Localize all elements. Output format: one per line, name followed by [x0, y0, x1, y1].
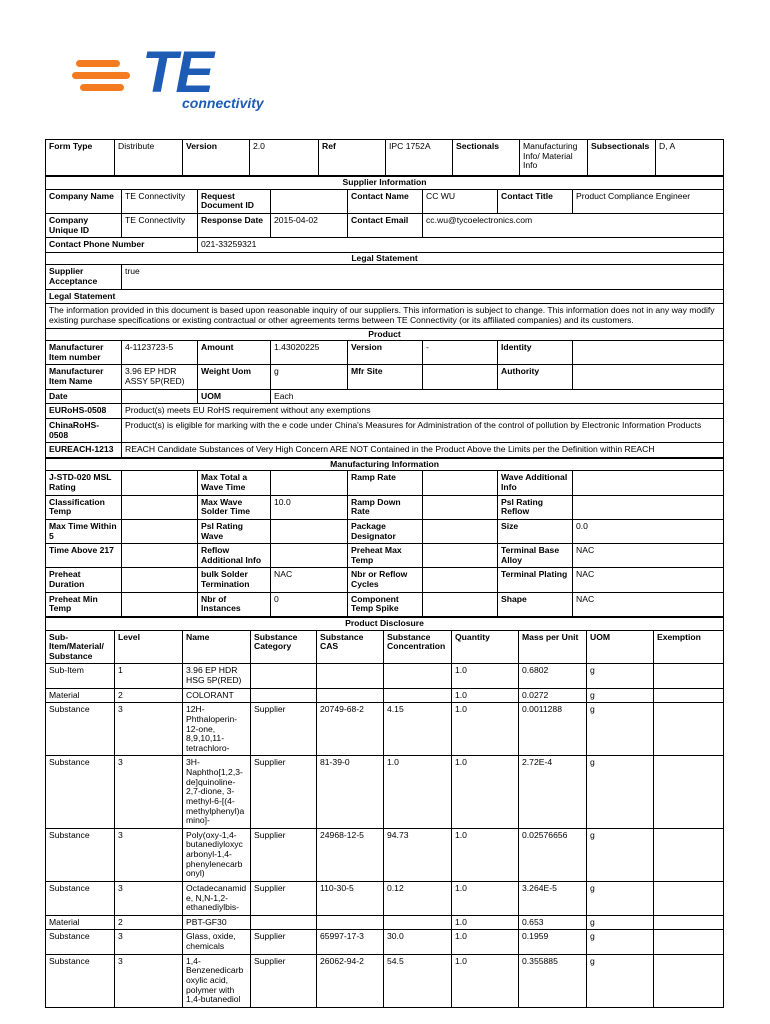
row-type: Substance [46, 954, 115, 1007]
row-concentration: 4.15 [384, 703, 452, 756]
manufacturing-row [46, 592, 724, 616]
manufacturing-field-label: Size [498, 519, 573, 543]
form-type-value: Distribute [115, 140, 183, 176]
row-quantity: 1.0 [452, 954, 519, 1007]
manufacturing-table [45, 458, 724, 617]
row-exemption [654, 688, 724, 703]
manufacturing-field-value [122, 568, 198, 592]
manufacturing-field-label: Max Wave Solder Time [198, 495, 271, 519]
row-concentration: 1.0 [384, 756, 452, 828]
manufacturing-field-value [573, 471, 724, 495]
product-version-label: Version [348, 341, 423, 365]
row-level: 3 [115, 954, 183, 1007]
row-category: Supplier [251, 703, 317, 756]
eurohs-value: Product(s) meets EU RoHS requirement without any exemptions [122, 404, 724, 419]
row-quantity: 1.0 [452, 881, 519, 915]
row-type: Substance [46, 756, 115, 828]
unique-id-label: Company Unique ID [46, 213, 122, 237]
row-name: Glass, oxide, chemicals [183, 930, 251, 954]
row-exemption [654, 915, 724, 930]
row-exemption [654, 703, 724, 756]
row-name: Octadecanamide, N,N-1,2-ethanediylbis- [183, 881, 251, 915]
row-mass: 0.0272 [519, 688, 587, 703]
manufacturing-field-value [122, 495, 198, 519]
chinarohs-value: Product(s) is eligible for marking with the e code under China's Measures for Administration of the control of pollution by Electronic Information Products [122, 418, 724, 442]
row-exemption [654, 664, 724, 688]
row-exemption [654, 881, 724, 915]
manufacturing-field-value: 0.0 [573, 519, 724, 543]
manufacturing-field-label: Component Temp Spike [348, 592, 423, 616]
manufacturing-row [46, 519, 724, 543]
row-uom: g [587, 915, 654, 930]
response-date-label: Response Date [198, 213, 271, 237]
authority-value [573, 365, 724, 389]
disclosure-column-header: Mass per Unit [519, 630, 587, 664]
row-name: 3H-Naphtho[1,2,3-de]quinoline-2,7-dione, 3-methyl-6-[(4-methylphenyl)amino]- [183, 756, 251, 828]
manufacturing-field-label: Time Above 217 [46, 544, 122, 568]
weight-uom-label: Weight Uom [198, 365, 271, 389]
form-header-table [45, 139, 724, 176]
manufacturing-field-label: Nbr or Reflow Cycles [348, 568, 423, 592]
manufacturing-field-label: Psl Rating Reflow [498, 495, 573, 519]
amount-value: 1.43020225 [271, 341, 348, 365]
disclosure-column-header: Substance Concentration [384, 630, 452, 664]
manufacturing-field-label: Terminal Plating [498, 568, 573, 592]
manufacturing-field-label: Preheat Min Temp [46, 592, 122, 616]
supplier-section-title: Supplier Information [46, 177, 724, 190]
disclosure-column-header: Substance Category [251, 630, 317, 664]
manufacturing-field-label: Shape [498, 592, 573, 616]
request-doc-label: Request Document ID [198, 189, 271, 213]
manufacturing-field-label: Preheat Max Temp [348, 544, 423, 568]
row-category [251, 688, 317, 703]
row-type: Sub-Item [46, 664, 115, 688]
date-value [122, 389, 198, 404]
disclosure-row [46, 915, 724, 930]
row-uom: g [587, 954, 654, 1007]
row-category [251, 664, 317, 688]
row-type: Material [46, 915, 115, 930]
disclosure-row [46, 688, 724, 703]
company-name-label: Company Name [46, 189, 122, 213]
row-quantity: 1.0 [452, 664, 519, 688]
row-category: Supplier [251, 930, 317, 954]
manufacturing-field-label: Package Designator [348, 519, 423, 543]
manufacturing-field-label: Ramp Rate [348, 471, 423, 495]
row-concentration [384, 915, 452, 930]
manufacturing-field-label: Terminal Base Alloy [498, 544, 573, 568]
version-label: Version [183, 140, 250, 176]
version-value: 2.0 [250, 140, 319, 176]
row-category: Supplier [251, 828, 317, 881]
declaration-sheet [45, 139, 723, 1008]
row-concentration [384, 688, 452, 703]
disclosure-row [46, 954, 724, 1007]
row-level: 3 [115, 756, 183, 828]
row-name: 3.96 EP HDR HSG 5P(RED) [183, 664, 251, 688]
contact-title-value: Product Compliance Engineer [573, 189, 724, 213]
manufacturing-field-value: NAC [271, 568, 348, 592]
row-quantity: 1.0 [452, 930, 519, 954]
disclosure-row [46, 756, 724, 828]
mfr-item-name-value: 3.96 EP HDR ASSY 5P(RED) [122, 365, 198, 389]
te-connectivity-logo [72, 42, 312, 114]
disclosure-column-header: Quantity [452, 630, 519, 664]
manufacturing-field-value: NAC [573, 568, 724, 592]
row-cas: 81-39-0 [317, 756, 384, 828]
disclosure-column-header: Sub-Item/Material/ Substance [46, 630, 115, 664]
row-uom: g [587, 828, 654, 881]
weight-uom-value: g [271, 365, 348, 389]
row-name: PBT-GF30 [183, 915, 251, 930]
subsectionals-value: D, A [656, 140, 724, 176]
row-quantity: 1.0 [452, 915, 519, 930]
row-uom: g [587, 930, 654, 954]
eureach-value: REACH Candidate Substances of Very High Concern ARE NOT Contained in the Product Above the Limits per the Definition within REACH [122, 443, 724, 458]
row-name: Poly(oxy-1,4-butanediyloxycarbonyl-1,4-phenylenecarbonyl) [183, 828, 251, 881]
disclosure-table [45, 617, 724, 1008]
row-name: 12H-Phthaloperin-12-one, 8,9,10,11-tetrachloro- [183, 703, 251, 756]
manufacturing-row [46, 544, 724, 568]
contact-email-value: cc.wu@tycoelectronics.com [423, 213, 724, 237]
row-mass: 3.264E-5 [519, 881, 587, 915]
mfr-item-number-value: 4-1123723-5 [122, 341, 198, 365]
manufacturing-field-value: 0 [271, 592, 348, 616]
chinarohs-label: ChinaRoHS-0508 [46, 418, 122, 442]
disclosure-row [46, 930, 724, 954]
uom-label: UOM [198, 389, 271, 404]
disclosure-column-header: Level [115, 630, 183, 664]
manufacturing-field-value [271, 544, 348, 568]
manufacturing-field-label: Ramp Down Rate [348, 495, 423, 519]
row-exemption [654, 954, 724, 1007]
row-quantity: 1.0 [452, 756, 519, 828]
date-label: Date [46, 389, 122, 404]
supplier-product-table [45, 176, 724, 458]
manufacturing-field-value [122, 592, 198, 616]
manufacturing-field-label: Max Total a Wave Time [198, 471, 271, 495]
product-version-value: - [423, 341, 498, 365]
form-type-label: Form Type [46, 140, 115, 176]
manufacturing-field-label: Nbr of Instances [198, 592, 271, 616]
identity-value [573, 341, 724, 365]
manufacturing-field-label: Preheat Duration [46, 568, 122, 592]
phone-label: Contact Phone Number [46, 238, 198, 253]
acceptance-label: Supplier Acceptance [46, 265, 122, 289]
row-concentration: 54.5 [384, 954, 452, 1007]
disclosure-column-header: Substance CAS [317, 630, 384, 664]
row-uom: g [587, 703, 654, 756]
row-concentration: 94.73 [384, 828, 452, 881]
disclosure-column-header: Exemption [654, 630, 724, 664]
row-cas: 20749-68-2 [317, 703, 384, 756]
mfr-item-number-label: Manufacturer Item number [46, 341, 122, 365]
uom-value: Each [271, 389, 724, 404]
manufacturing-field-value [423, 544, 498, 568]
manufacturing-field-value: NAC [573, 544, 724, 568]
row-level: 3 [115, 828, 183, 881]
row-mass: 0.02576656 [519, 828, 587, 881]
row-cas: 26062-94-2 [317, 954, 384, 1007]
legal-section-title: Legal Statement [46, 252, 724, 265]
row-mass: 0.355885 [519, 954, 587, 1007]
subsectionals-label: Subsectionals [588, 140, 656, 176]
row-category [251, 915, 317, 930]
manufacturing-field-value [122, 519, 198, 543]
manufacturing-field-value [573, 495, 724, 519]
manufacturing-row [46, 568, 724, 592]
phone-value: 021-33259321 [198, 238, 724, 253]
sectionals-label: Sectionals [453, 140, 520, 176]
row-type: Substance [46, 703, 115, 756]
row-category: Supplier [251, 881, 317, 915]
row-concentration: 0.12 [384, 881, 452, 915]
request-doc-value [271, 189, 348, 213]
manufacturing-field-value [423, 471, 498, 495]
eureach-label: EUREACH-1213 [46, 443, 122, 458]
eurohs-label: EURoHS-0508 [46, 404, 122, 419]
row-type: Substance [46, 881, 115, 915]
row-uom: g [587, 688, 654, 703]
contact-title-label: Contact Title [498, 189, 573, 213]
row-category: Supplier [251, 756, 317, 828]
legal-statement-label: Legal Statement [46, 289, 724, 304]
row-exemption [654, 828, 724, 881]
row-cas: 24968-12-5 [317, 828, 384, 881]
disclosure-row [46, 881, 724, 915]
row-mass: 0.6802 [519, 664, 587, 688]
product-section-title: Product [46, 328, 724, 341]
row-quantity: 1.0 [452, 703, 519, 756]
row-level: 3 [115, 930, 183, 954]
acceptance-value: true [122, 265, 724, 289]
row-concentration: 30.0 [384, 930, 452, 954]
row-cas: 65997-17-3 [317, 930, 384, 954]
manufacturing-field-value [271, 519, 348, 543]
manufacturing-field-value [122, 471, 198, 495]
manufacturing-section-title: Manufacturing Information [46, 458, 724, 471]
row-cas [317, 688, 384, 703]
row-name: 1,4-Benzenedicarboxylic acid, polymer with 1,4-butanediol [183, 954, 251, 1007]
row-name: COLORANT [183, 688, 251, 703]
manufacturing-field-label: J-STD-020 MSL Rating [46, 471, 122, 495]
contact-name-label: Contact Name [348, 189, 423, 213]
manufacturing-field-label: Wave Additional Info [498, 471, 573, 495]
row-quantity: 1.0 [452, 828, 519, 881]
sectionals-value: Manufacturing Info/ Material Info [520, 140, 588, 176]
manufacturing-field-value [423, 519, 498, 543]
disclosure-header-row [46, 630, 724, 664]
identity-label: Identity [498, 341, 573, 365]
manufacturing-field-value [423, 592, 498, 616]
row-uom: g [587, 881, 654, 915]
disclosure-row [46, 828, 724, 881]
ref-value: IPC 1752A [386, 140, 453, 176]
row-exemption [654, 930, 724, 954]
response-date-value: 2015-04-02 [271, 213, 348, 237]
mfr-item-name-label: Manufacturer Item Name [46, 365, 122, 389]
logo-tagline: connectivity [182, 95, 264, 111]
row-mass: 0.653 [519, 915, 587, 930]
manufacturing-field-label: Classification Temp [46, 495, 122, 519]
disclosure-section-title: Product Disclosure [46, 617, 724, 630]
authority-label: Authority [498, 365, 573, 389]
mfr-site-label: Mfr Site [348, 365, 423, 389]
row-cas [317, 664, 384, 688]
logo-stripes [72, 60, 130, 91]
mfr-site-value [423, 365, 498, 389]
manufacturing-field-value [423, 568, 498, 592]
logo-brand: TE [142, 42, 213, 105]
disclosure-row [46, 703, 724, 756]
unique-id-value: TE Connectivity [122, 213, 198, 237]
row-level: 2 [115, 688, 183, 703]
amount-label: Amount [198, 341, 271, 365]
row-level: 3 [115, 703, 183, 756]
manufacturing-field-value [271, 471, 348, 495]
row-type: Substance [46, 930, 115, 954]
row-mass: 0.0011288 [519, 703, 587, 756]
manufacturing-row [46, 495, 724, 519]
row-level: 3 [115, 881, 183, 915]
legal-statement-text: The information provided in this document is based upon reasonable inquiry of our suppliers. This information is subject to change. This information does not in any way modify existing purchase specifications or existing contractual or other agreements terms between TE Connectivity (or its affiliated companies) and its customers. [46, 304, 724, 328]
manufacturing-field-value: 10.0 [271, 495, 348, 519]
row-category: Supplier [251, 954, 317, 1007]
manufacturing-field-label: Max Time Within 5 [46, 519, 122, 543]
row-level: 1 [115, 664, 183, 688]
manufacturing-field-label: bulk Solder Termination [198, 568, 271, 592]
row-uom: g [587, 664, 654, 688]
manufacturing-field-label: Psl Rating Wave [198, 519, 271, 543]
manufacturing-field-value [122, 544, 198, 568]
row-level: 2 [115, 915, 183, 930]
manufacturing-field-value [423, 495, 498, 519]
contact-name-value: CC WU [423, 189, 498, 213]
row-mass: 0.1959 [519, 930, 587, 954]
manufacturing-field-value: NAC [573, 592, 724, 616]
company-name-value: TE Connectivity [122, 189, 198, 213]
row-mass: 2.72E-4 [519, 756, 587, 828]
row-quantity: 1.0 [452, 688, 519, 703]
disclosure-column-header: UOM [587, 630, 654, 664]
disclosure-column-header: Name [183, 630, 251, 664]
disclosure-row [46, 664, 724, 688]
row-type: Material [46, 688, 115, 703]
manufacturing-field-label: Reflow Additional Info [198, 544, 271, 568]
contact-email-label: Contact Email [348, 213, 423, 237]
row-type: Substance [46, 828, 115, 881]
row-uom: g [587, 756, 654, 828]
ref-label: Ref [319, 140, 386, 176]
manufacturing-row [46, 471, 724, 495]
row-concentration [384, 664, 452, 688]
row-cas [317, 915, 384, 930]
row-exemption [654, 756, 724, 828]
row-cas: 110-30-5 [317, 881, 384, 915]
